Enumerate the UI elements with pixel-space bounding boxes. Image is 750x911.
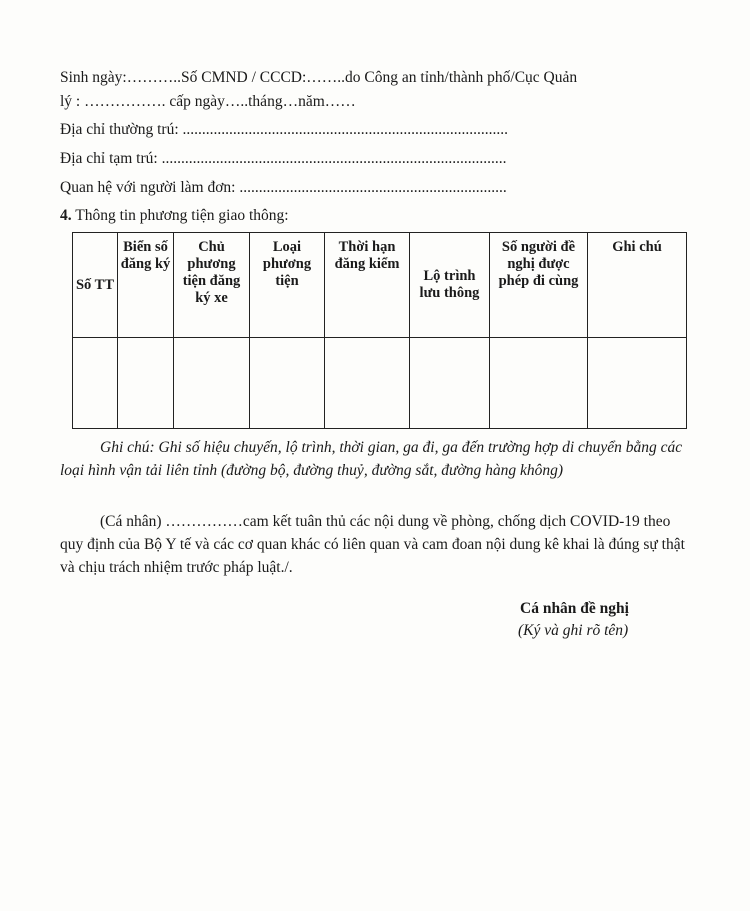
issue-line: lý : ……………. cấp ngày…..tháng…năm…… [60,93,356,110]
section-4-number: 4. [60,207,72,224]
table-cell[interactable] [73,338,118,429]
table-cell[interactable] [118,338,174,429]
table-cell[interactable] [410,338,490,429]
commitment-paragraph: (Cá nhân) ……………cam kết tuân thủ các nội dung về phòng, chống dịch COVID-19 theo quy định của Bộ Y tế và các cơ quan khác có liên quan và cam đoan nội dung kê khai là đúng sự thật và chịu trách nhiệm trước pháp luật./. [60,513,685,576]
signature-subtitle: (Ký và ghi rõ tên) [518,622,629,639]
dob-id-line: Sinh ngày:………..Số CMND / CCCD:……..do Công an tỉnh/thành phố/Cục Quản [60,69,578,86]
col-header-owner: Chủ phương tiện đăng ký xe [174,233,250,338]
temporary-address-line: Địa chỉ tạm trú: ......................................................................................... [60,150,507,167]
relationship-line: Quan hệ với người làm đơn: ..................................................................... [60,179,507,196]
table-cell[interactable] [250,338,325,429]
table-cell[interactable] [325,338,410,429]
table-note: Ghi chú: Ghi số hiệu chuyến, lộ trình, thời gian, ga đi, ga đến trường hợp di chuyển bằng các loại hình vận tải liên tỉnh (đường bộ, đường thuỷ, đường sắt, đường hàng không) [60,439,683,479]
table-cell[interactable] [174,338,250,429]
table-cell[interactable] [588,338,687,429]
table-row [73,338,687,429]
table-cell[interactable] [490,338,588,429]
section-4-title [60,204,289,228]
section-4-text: Thông tin phương tiện giao thông: [71,207,289,224]
permanent-address-line: Địa chỉ thường trú: .................................................................................... [60,121,508,138]
col-header-passengers: Số người đề nghị được phép đi cùng [490,233,588,338]
col-header-notes: Ghi chú [588,233,687,338]
col-header-plate: Biển số đăng ký [118,233,174,338]
col-header-inspection: Thời hạn đăng kiểm [325,233,410,338]
col-header-stt: Số TT [73,233,118,338]
col-header-vehicle-type: Loại phương tiện [250,233,325,338]
signature-title: Cá nhân đề nghị [520,600,629,617]
vehicle-info-table [72,232,687,429]
table-header-row [73,233,687,338]
col-header-route: Lộ trình lưu thông [410,233,490,338]
